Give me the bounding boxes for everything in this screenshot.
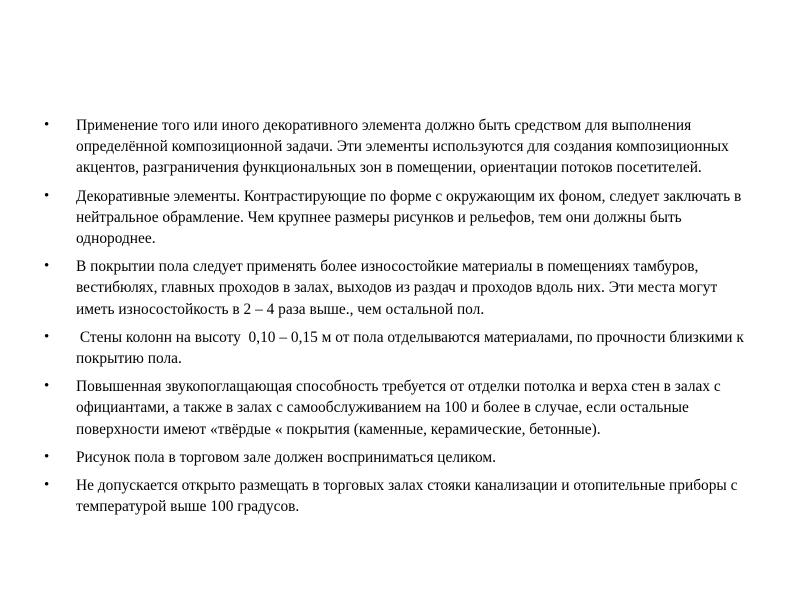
list-item — [44, 475, 756, 517]
list-item-text: Стены колонн на высоту 0,10 – 0,15 м от пола отделываются материалами, по прочности близкими к покрытию пола. — [76, 328, 748, 368]
list-item-text: Не допускается открыто размещать в торговых залах стояки канализации и отопительные приборы с температурой выше 100 градусов. — [76, 477, 738, 516]
list-item-text: В покрытии пола следует применять более износостойкие материалы в помещениях тамбуров, вестибюлях, главных проходов в залах, выходов из раздач и проходов вдоль них. Эти места могут иметь износостойкость в 2 – 4 раза выше., чем остальной пол. — [76, 258, 718, 318]
list-item — [44, 376, 756, 440]
list-item-text: Применение того или иного декоративного элемента должно быть средством для выполнения определённой композиционной задачи. Эти элементы используются для создания композиционных акцентов, разграничения функциональных зон в помещении, ориентации потоков посетителей. — [76, 117, 729, 177]
list-item — [44, 327, 756, 369]
list-item-text: Декоративные элементы. Контрастирующие по форме с окружающим их фоном, следует заключать в нейтральное обрамление. Чем крупнее размеры рисунков и рельефов, тем они должны быть однороднее. — [76, 187, 742, 248]
list-item — [44, 256, 756, 320]
bullet-icon: • — [44, 187, 50, 204]
bullet-icon: • — [44, 477, 50, 494]
list-item — [44, 447, 756, 468]
list-item — [44, 115, 756, 179]
bullet-list — [44, 115, 756, 524]
list-item-text: Рисунок пола в торговом зале должен восприниматься целиком. — [76, 448, 496, 466]
bullet-icon: • — [44, 328, 50, 345]
list-item-text: Повышенная звукопоглащающая способность требуется от отделки потолка и верха стен в залах с официантами, а также в залах с самообслуживанием на 100 и более в случае, если остальные поверхности имеют «твёрдые « покрытия (каменные, керамические, бетонные). — [76, 378, 721, 438]
list-item — [44, 186, 756, 250]
bullet-icon: • — [44, 117, 50, 133]
bullet-icon: • — [44, 378, 50, 395]
bullet-icon: • — [44, 258, 50, 275]
bullet-icon: • — [44, 448, 50, 465]
